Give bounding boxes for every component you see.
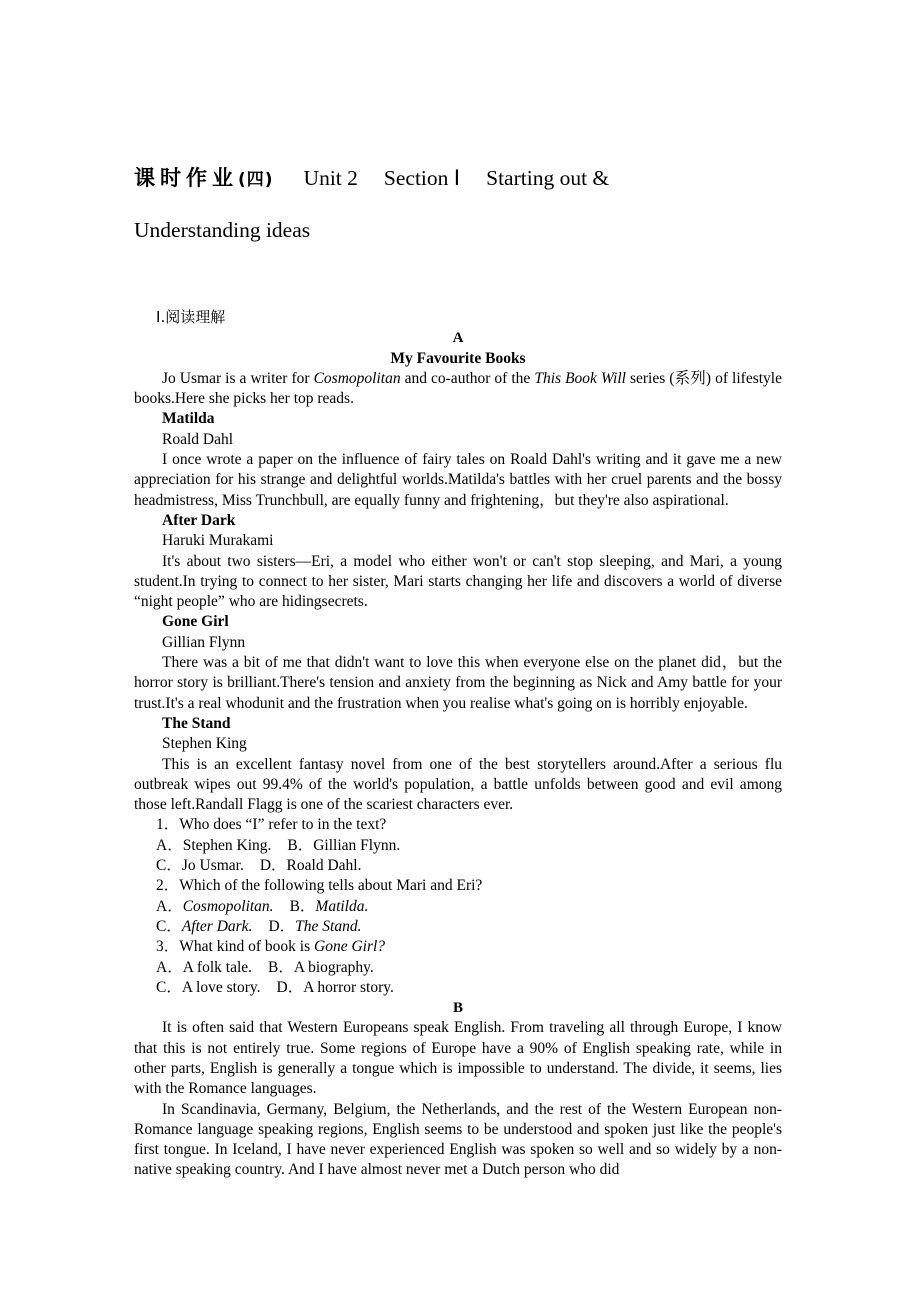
option-label[interactable]: B． [289,897,316,915]
question-number: 3． [156,938,180,956]
book-author: Stephen King [162,735,247,753]
option-label[interactable]: C． [156,978,182,996]
intro-italic-1: Cosmopolitan [313,369,401,387]
question-stem [134,876,782,896]
question-stem [134,937,782,957]
intro-mid: and co-author of the [400,369,535,387]
question-options-row [134,836,782,856]
question-options-row [134,958,782,978]
question-options-row [134,917,782,937]
question-text: Who does “I” refer to in the text? [179,816,387,834]
option-text[interactable]: Roald Dahl. [286,857,362,875]
book-title: Matilda [162,410,215,428]
exercise-section-label [156,307,782,328]
option-label[interactable]: D． [259,857,287,875]
passage-b-paragraph: In Scandinavia, Germany, Belgium, the Netherlands, and the rest of the Western European non-Romance language speaking regions, English seems to be understood and spoken just like the people's first tongue. In Iceland, I have never experienced English was spoken so well and so widely by a non-native speaking country. And I have almost never met a Dutch person who did [134,1100,782,1179]
question-options-row [134,978,782,998]
book-description: I once wrote a paper on the influence of fairy tales on Roald Dahl's writing and it gave me a new appreciation for his strange and delightful worlds.Matilda's battles with her cruel parents and the bossy headmistress, Miss Trunchbull, are equally funny and frightening，but they're also aspirational. [134,451,782,509]
topic-label-part-2: Understanding ideas [134,218,311,242]
page-content [134,155,782,1181]
option-text[interactable]: A love story. [181,978,261,996]
page-title [134,155,782,254]
book-author: Haruki Murakami [162,532,274,550]
question-text: Which of the following tells about Mari and Eri? [179,877,483,895]
question-number: 2． [156,877,180,895]
option-label[interactable]: B． [287,836,314,854]
option-text[interactable]: Matilda. [315,897,369,915]
page-title-line-1 [134,155,782,204]
question-number: 1． [156,816,180,834]
question-options-row [134,856,782,876]
option-text[interactable]: A biography. [293,958,374,976]
book-author: Gillian Flynn [162,633,246,651]
option-text[interactable]: After Dark. [181,917,253,935]
question-text: What kind of book is [179,938,315,956]
option-text[interactable]: Jo Usmar. [181,857,244,875]
exercise-section-numeral: Ⅰ [156,310,161,326]
passage-a-letter: A [452,330,464,347]
topic-label-part-1: Starting out & [486,166,610,190]
option-label[interactable]: A． [156,836,183,854]
option-text[interactable]: A folk tale. [182,958,253,976]
option-label[interactable]: D． [268,917,296,935]
option-label[interactable]: A． [156,958,183,976]
book-title: After Dark [162,511,236,529]
option-text[interactable]: Stephen King. [182,836,272,854]
passage-b-paragraph: It is often said that Western Europeans speak English. From traveling all through Europe, I know that this is not entirely true. Some regions of Europe have a 90% of English speaking rate, while in other parts, English is generally a tongue which is impossible to understand. The divide, it seems, lies with the Romance languages. [134,1019,782,1098]
option-text[interactable]: Cosmopolitan. [182,897,274,915]
option-text[interactable]: A horror story. [303,978,394,996]
question-options-row [134,897,782,917]
option-label[interactable]: C． [156,917,182,935]
passage-a [134,328,782,998]
book-author: Roald Dahl [162,430,234,448]
passage-b-letter: B [452,1000,463,1017]
passage-a-intro [134,369,782,410]
book-title: The Stand [162,714,231,732]
question-stem [134,815,782,835]
book-title: Gone Girl [162,613,229,631]
intro-pre: Jo Usmar is a writer for [162,369,314,387]
option-text[interactable]: Gillian Flynn. [313,836,401,854]
book-description: It's about two sisters—Eri, a model who either won't or can't stop sleeping, and Mari, a young student.In trying to connect to her sister, Mari starts changing her life and discovers a world of diverse “night people” who are hidingsecrets. [134,552,782,611]
question-text-italic: Gone Girl? [314,938,386,956]
exercise-section-text: .阅读理解 [160,308,226,326]
section-number-label: Section Ⅰ [383,166,461,190]
passage-a-title: My Favourite Books [390,349,526,367]
intro-italic-2: This Book Will [534,369,626,387]
option-label[interactable]: C． [156,857,182,875]
book-description: This is an excellent fantasy novel from one of the best storytellers around.After a serious flu outbreak wipes out 99.4% of the world's population, a battle unfolds between good and evil among those left.Randall Flagg is one of the scariest characters ever. [134,755,782,814]
intro-post: series (系列) of lifestyle books.Here she picks her top reads. [134,369,782,408]
passage-b [134,998,782,1181]
option-label[interactable]: B． [268,958,294,976]
unit-label: Unit 2 [303,166,358,190]
book-description: There was a bit of me that didn't want to love this when everyone else on the planet did，but the horror story is brilliant.There's tension and anxiety from the beginning as Nick and Amy battle for your trust.It's a real whodunit and the frustration when you realise what's going on is horribly enjoyable. [134,654,782,712]
worksheet-label: 课时作业 [134,166,238,190]
option-text[interactable]: The Stand. [295,917,362,935]
worksheet-number: (四) [238,170,274,190]
option-label[interactable]: D． [276,978,304,996]
option-label[interactable]: A． [156,897,183,915]
